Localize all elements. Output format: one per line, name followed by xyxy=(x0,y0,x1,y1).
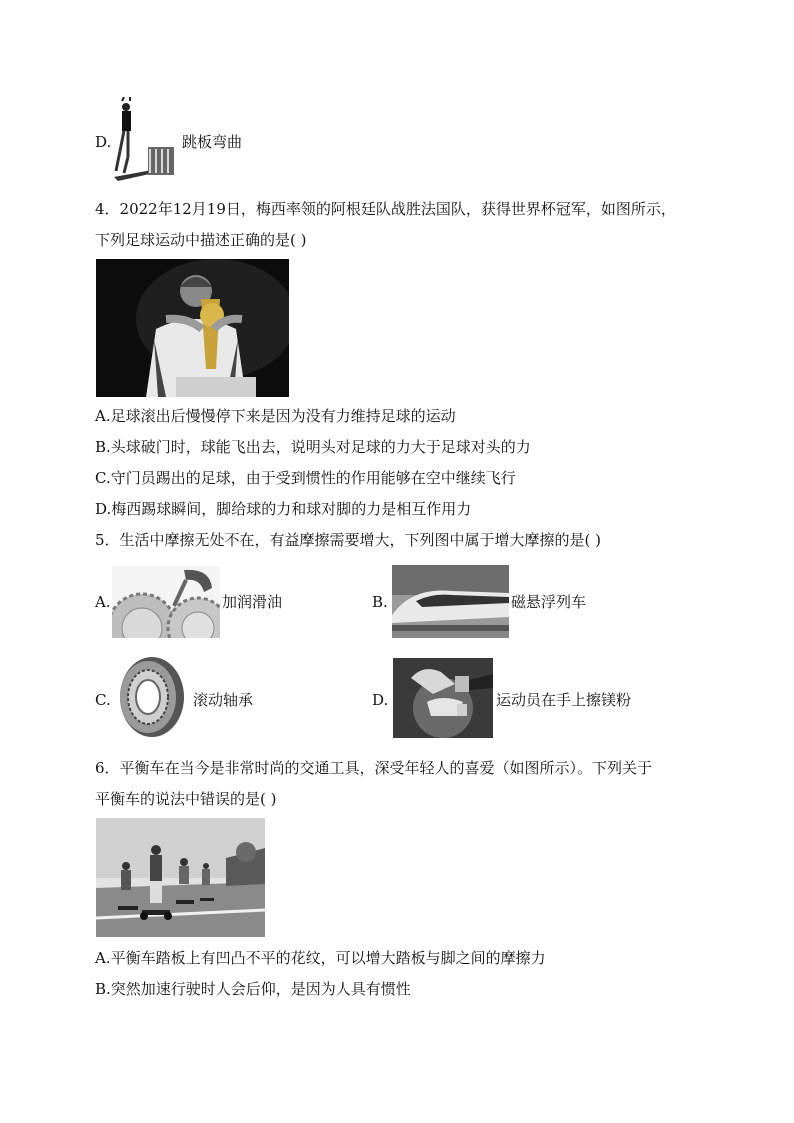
q6-option-b: B.突然加速行驶时人会后仰，是因为人具有惯性 xyxy=(95,980,411,998)
q4-stem-line1: 4．2022年12月19日，梅西率领的阿根廷队战胜法国队，获得世界杯冠军，如图所示， xyxy=(95,200,676,218)
maglev-train-icon xyxy=(392,565,509,638)
q4-stem-line2: 下列足球运动中描述正确的是( ) xyxy=(95,231,307,249)
chalk-hands-icon xyxy=(393,658,493,738)
q4-option-a: A.足球滚出后慢慢停下来是因为没有力维持足球的运动 xyxy=(95,407,456,425)
q6-stem-line2: 平衡车的说法中错误的是( ) xyxy=(95,790,277,808)
diving-board-figure-icon xyxy=(112,97,180,181)
balance-scooter-riders-photo xyxy=(96,818,265,937)
player-kissing-trophy-photo xyxy=(96,259,289,397)
q5-option-a-letter: A. xyxy=(95,593,111,611)
q3-option-d-text: 跳板弯曲 xyxy=(182,133,243,151)
q4-option-d: D.梅西踢球瞬间，脚给球的力和球对脚的力是相互作用力 xyxy=(95,500,472,518)
q6-stem-line1: 6．平衡车在当今是非常时尚的交通工具，深受年轻人的喜爱（如图所示）。下列关于 xyxy=(95,759,653,777)
q5-option-c-letter: C. xyxy=(95,691,111,709)
q5-option-d-text: 运动员在手上擦镁粉 xyxy=(496,691,632,709)
q3-option-d-letter: D. xyxy=(95,133,112,151)
q4-option-b: B.头球破门时，球能飞出去，说明头对足球的力大于足球对头的力 xyxy=(95,438,531,456)
rolling-bearing-icon xyxy=(112,654,188,740)
q5-option-a-text: 加润滑油 xyxy=(222,593,283,611)
q4-option-c: C.守门员踢出的足球，由于受到惯性的作用能够在空中继续飞行 xyxy=(95,469,516,487)
oiling-gears-icon xyxy=(112,566,220,638)
q6-option-a: A.平衡车踏板上有凹凸不平的花纹，可以增大踏板与脚之间的摩擦力 xyxy=(95,949,546,967)
q5-option-b-letter: B. xyxy=(372,593,388,611)
q5-option-c-text: 滚动轴承 xyxy=(193,691,254,709)
q5-option-b-text: 磁悬浮列车 xyxy=(511,593,587,611)
q5-option-d-letter: D. xyxy=(372,691,389,709)
q5-stem: 5．生活中摩擦无处不在，有益摩擦需要增大，下列图中属于增大摩擦的是( ) xyxy=(95,531,602,549)
